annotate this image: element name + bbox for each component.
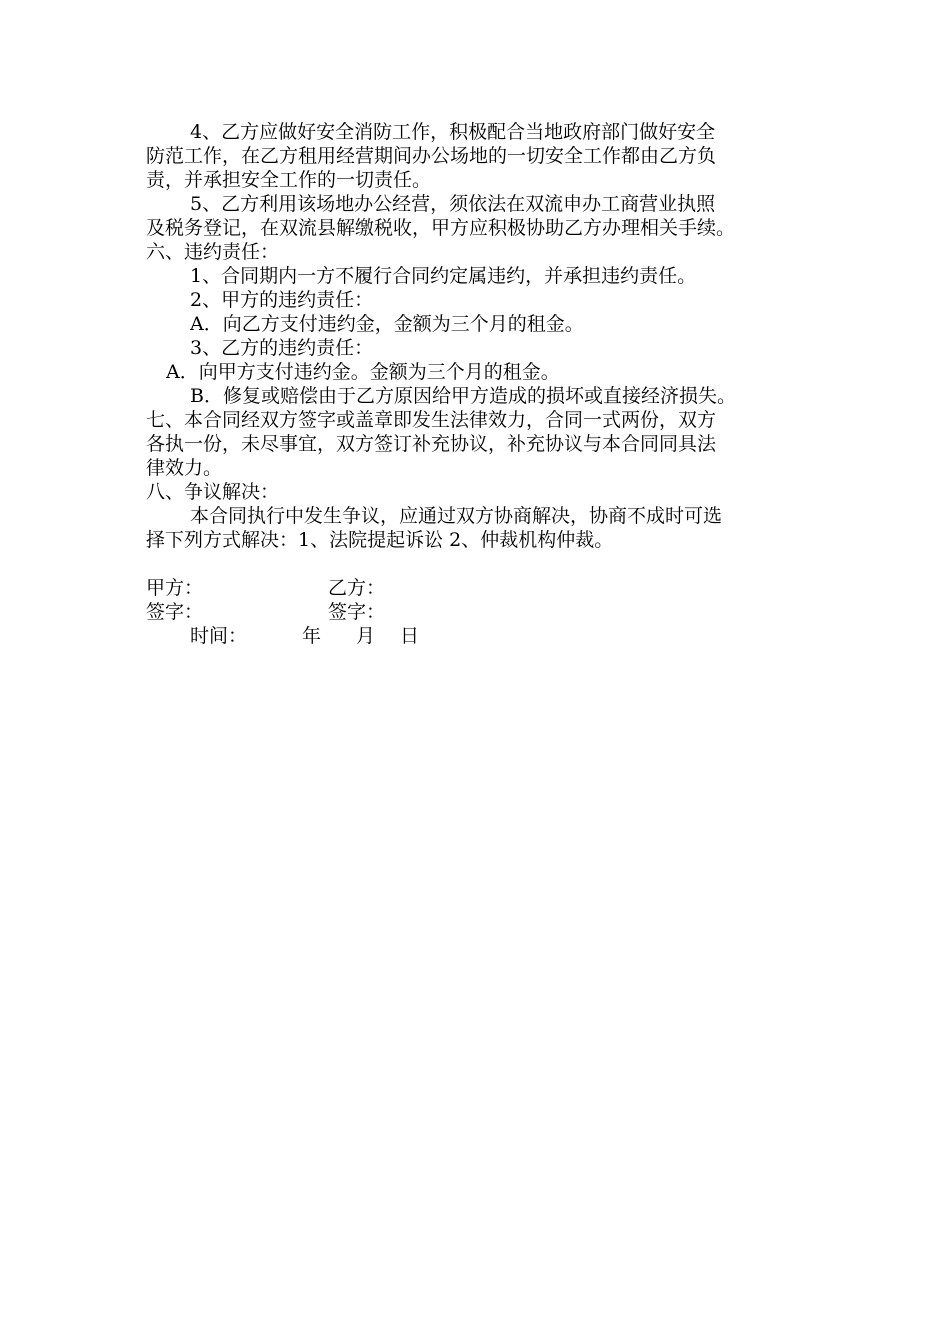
contract-line: 择下列方式解决：1、法院提起诉讼 2、仲裁机构仲裁。 xyxy=(146,529,614,551)
sign-row xyxy=(146,600,826,624)
contract-line: 3、乙方的违约责任： xyxy=(190,337,374,359)
month-label: 月 xyxy=(356,625,376,647)
contract-line: 六、违约责任： xyxy=(146,241,280,263)
contract-line: 1、合同期内一方不履行合同约定属违约，并承担违约责任。 xyxy=(190,265,697,287)
date-row xyxy=(146,624,826,648)
contract-body xyxy=(146,120,826,552)
contract-line: B．修复或赔偿由于乙方原因给甲方造成的损坏或直接经济损失。 xyxy=(190,385,736,407)
contract-line: 本合同执行中发生争议，应通过双方协商解决，协商不成时可选 xyxy=(190,505,723,527)
contract-line: 七、本合同经双方签字或盖章即发生法律效力，合同一式两份，双方 xyxy=(146,409,717,431)
contract-line: 八、争议解决： xyxy=(146,481,280,503)
blank-line xyxy=(146,552,826,576)
contract-line: 2、甲方的违约责任： xyxy=(190,289,374,311)
time-label: 时间： xyxy=(190,625,248,647)
contract-line: 及税务登记，在双流县解缴税收，甲方应积极协助乙方办理相关手续。 xyxy=(146,217,736,239)
year-label: 年 xyxy=(302,625,322,647)
party-row xyxy=(146,576,826,600)
day-label: 日 xyxy=(400,625,420,647)
party-a-label: 甲方： xyxy=(146,577,204,599)
sign-b-label: 签字： xyxy=(328,601,386,623)
contract-line: 4、乙方应做好安全消防工作，积极配合当地政府部门做好安全 xyxy=(190,121,716,143)
contract-line: 防范工作，在乙方租用经营期间办公场地的一切安全工作都由乙方负 xyxy=(146,145,717,167)
contract-line: A．向甲方支付违约金。金额为三个月的租金。 xyxy=(166,361,560,383)
contract-page xyxy=(146,120,826,648)
contract-line: 5、乙方利用该场地办公经营，须依法在双流申办工商营业执照 xyxy=(190,193,716,215)
contract-line: 各执一份，未尽事宜，双方签订补充协议，补充协议与本合同同具法 xyxy=(146,433,717,455)
contract-line: 责，并承担安全工作的一切责任。 xyxy=(146,169,432,191)
contract-line: A．向乙方支付违约金，金额为三个月的租金。 xyxy=(190,313,584,335)
party-b-label: 乙方： xyxy=(328,577,386,599)
contract-line: 律效力。 xyxy=(146,457,223,479)
sign-a-label: 签字： xyxy=(146,601,204,623)
